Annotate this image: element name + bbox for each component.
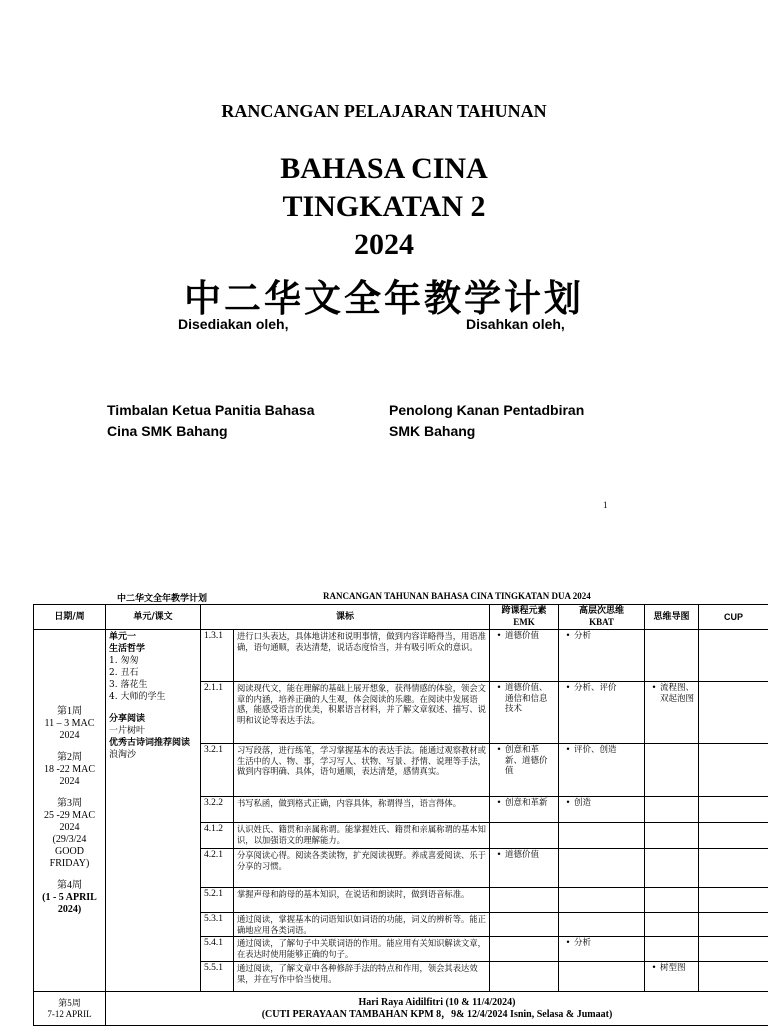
week-5-date: 7-12 APRIL xyxy=(37,1009,102,1020)
kbat-cell xyxy=(559,823,645,849)
emk-cell xyxy=(490,937,559,962)
shared-reading-text: 一片树叶 xyxy=(109,725,197,737)
standard-text: 阅读现代文，能在理解的基础上展开想象，获得情感的体验，领会文章的内涵，培养正确的人生观，体会阅读的乐趣。在阅读中发展语感，能感受语言的优美，积累语言材料，并了解文章叙述、描写、说明和议论等表达手法。 xyxy=(234,682,490,744)
prepared-by-role-line1: Timbalan Ketua Panitia Bahasa xyxy=(107,400,314,421)
col-kbat-cn: 高层次思维 xyxy=(561,606,642,617)
week5-row xyxy=(34,992,768,1026)
shared-reading-label: 分享阅读 xyxy=(109,713,197,725)
emk-cell-text: 创意和革新 xyxy=(505,798,548,809)
approved-by-role-line1: Penolong Kanan Pentadbiran xyxy=(389,400,584,421)
col-unit: 单元/课文 xyxy=(106,605,201,630)
standard-code: 3.2.1 xyxy=(201,744,234,797)
table-row xyxy=(34,630,768,682)
standard-code: 1.3.1 xyxy=(201,630,234,682)
kbat-cell-text: 分析 xyxy=(574,631,591,642)
standard-code: 5.4.1 xyxy=(201,937,234,962)
kbat-cell xyxy=(559,849,645,888)
col-standard: 课标 xyxy=(201,605,490,630)
yearly-plan-table xyxy=(33,604,768,1026)
cover-chinese-title: 中二华文全年教学计划 xyxy=(0,268,768,322)
standard-code: 5.2.1 xyxy=(201,888,234,913)
holiday-line2: (CUTI PERAYAAN TAMBAHAN KPM 8，9& 12/4/2024 Isnin, Selasa & Jumaat) xyxy=(109,1009,765,1021)
cover-title-line1: BAHASA CINA xyxy=(0,150,768,188)
lesson-1: 1. 匆匆 xyxy=(109,655,197,667)
approved-by-label: Disahkan oleh, xyxy=(466,314,565,335)
emk-cell: • 道德价值、通信和信息技术 xyxy=(490,682,559,744)
standard-text: 进行口头表达，具体地讲述和说明事情，做到内容详略得当，用语准确，语句通顺，表达清楚，说话态度恰当，并有吸引听众的意识。 xyxy=(234,630,490,682)
prepared-by-role-line2: Cina SMK Bahang xyxy=(107,421,314,442)
standard-text: 分享阅读心得。阅读各类读物，扩充阅读视野。养成喜爱阅读、乐于分享的习惯。 xyxy=(234,849,490,888)
cup-cell xyxy=(699,744,768,797)
thinking-map-cell xyxy=(645,937,699,962)
col-emk-en: EMK xyxy=(492,617,556,628)
page-number: 1 xyxy=(603,500,608,510)
thinking-map-cell xyxy=(645,849,699,888)
kbat-cell xyxy=(559,913,645,937)
cup-cell xyxy=(699,888,768,913)
approved-by-role-line2: SMK Bahang xyxy=(389,421,584,442)
cup-cell xyxy=(699,630,768,682)
week-5: 第5周 xyxy=(37,998,102,1009)
standard-text: 书写私函，做到格式正确，内容具体，称谓得当，语言得体。 xyxy=(234,797,490,823)
standard-text: 通过阅读，掌握基本的词语知识如词语的功能，词义的辨析等。能正确地应用各类词语。 xyxy=(234,913,490,937)
table-header-row xyxy=(34,605,768,630)
week-3-note: (29/3/24 GOOD FRIDAY) xyxy=(37,834,102,870)
standard-code: 4.2.1 xyxy=(201,849,234,888)
cup-cell xyxy=(699,682,768,744)
emk-cell: • 道德价值 xyxy=(490,849,559,888)
col-kbat xyxy=(559,605,645,630)
emk-cell-text: 道德价值、通信和信息技术 xyxy=(505,683,555,715)
kbat-cell: • 分析 xyxy=(559,937,645,962)
kbat-cell xyxy=(559,962,645,992)
plan-header-title: RANCANGAN TAHUNAN BAHASA CINA TINGKATAN DUA 2024 xyxy=(323,591,591,601)
emk-cell xyxy=(490,888,559,913)
thinking-map-cell xyxy=(645,797,699,823)
col-emk-cn: 跨课程元素 xyxy=(492,606,556,617)
kbat-cell-text: 分析 xyxy=(574,938,591,949)
week-2-date: 18 -22 MAC 2024 xyxy=(37,764,102,788)
unit-theme: 生活哲学 xyxy=(109,643,197,655)
thinking-map-cell-text: 树型图 xyxy=(660,963,686,974)
standard-text: 通过阅读，了解句子中关联词语的作用。能应用有关知识解读文章，在表达时使用能够正确的句子。 xyxy=(234,937,490,962)
col-week: 日期/周 xyxy=(34,605,106,630)
thinking-map-cell: • 流程图、双起泡图 xyxy=(645,682,699,744)
thinking-map-cell xyxy=(645,823,699,849)
cup-cell xyxy=(699,962,768,992)
cup-cell xyxy=(699,913,768,937)
kbat-cell: • 创造 xyxy=(559,797,645,823)
emk-cell xyxy=(490,823,559,849)
holiday-cell xyxy=(106,992,768,1026)
prepared-by-role xyxy=(107,400,314,442)
standard-text: 认识姓氏、籍贯和亲属称谓。能掌握姓氏、籍贯和亲属称谓的基本知识，以加强语文的理解能力。 xyxy=(234,823,490,849)
unit-cell xyxy=(106,630,201,992)
lesson-3: 3. 落花生 xyxy=(109,679,197,691)
cup-cell xyxy=(699,797,768,823)
week-3: 第3周 xyxy=(37,798,102,810)
emk-cell-text: 道德价值 xyxy=(505,850,539,861)
col-kbat-en: KBAT xyxy=(561,617,642,628)
week-4-date: (1 - 5 APRIL 2024) xyxy=(37,892,102,916)
weeks-cell xyxy=(34,630,106,992)
cup-cell xyxy=(699,823,768,849)
standard-code: 5.3.1 xyxy=(201,913,234,937)
standard-code: 5.5.1 xyxy=(201,962,234,992)
lesson-4: 4. 大师的学生 xyxy=(109,691,197,703)
plan-header-chinese: 中二华文全年教学计划 xyxy=(117,591,207,604)
week-1: 第1周 xyxy=(37,706,102,718)
emk-cell: • 创意和革新、道德价值 xyxy=(490,744,559,797)
week-3-date: 25 -29 MAC 2024 xyxy=(37,810,102,834)
col-thinking-map: 思维导图 xyxy=(645,605,699,630)
emk-cell: • 道德价值 xyxy=(490,630,559,682)
emk-cell xyxy=(490,962,559,992)
unit-title: 单元一 xyxy=(109,631,197,643)
week-1-date: 11 – 3 MAC 2024 xyxy=(37,718,102,742)
cover-title-line3: 2024 xyxy=(0,226,768,264)
kbat-cell xyxy=(559,888,645,913)
emk-cell-text: 道德价值 xyxy=(505,631,539,642)
kbat-cell: • 分析 xyxy=(559,630,645,682)
poetry-text: 浪淘沙 xyxy=(109,749,197,761)
poetry-label: 优秀古诗词推荐阅读 xyxy=(109,737,197,749)
week-4: 第4周 xyxy=(37,880,102,892)
kbat-cell: • 分析、评价 xyxy=(559,682,645,744)
week-5-cell xyxy=(34,992,106,1026)
thinking-map-cell xyxy=(645,630,699,682)
standard-code: 2.1.1 xyxy=(201,682,234,744)
kbat-cell: • 评价、创造 xyxy=(559,744,645,797)
approved-by-role xyxy=(389,400,584,442)
standard-text: 通过阅读，了解文章中各种修辞手法的特点和作用，领会其表达效果，并在写作中恰当使用。 xyxy=(234,962,490,992)
col-cup: CUP xyxy=(699,605,768,630)
thinking-map-cell-text: 流程图、双起泡图 xyxy=(660,683,695,704)
thinking-map-cell: • 树型图 xyxy=(645,962,699,992)
kbat-cell-text: 评价、创造 xyxy=(574,745,617,756)
kbat-cell-text: 创造 xyxy=(574,798,591,809)
thinking-map-cell xyxy=(645,888,699,913)
standard-code: 4.1.2 xyxy=(201,823,234,849)
thinking-map-cell xyxy=(645,744,699,797)
kbat-cell-text: 分析、评价 xyxy=(574,683,617,694)
week-2: 第2周 xyxy=(37,752,102,764)
standard-text: 习写段落，进行练笔，学习掌握基本的表达手法。能通过观察教材或生活中的人、物、事，学习写人、状物、写景、抒情、说理等手法，做到内容明确、具体，语句通顺，表达清楚，感情真实。 xyxy=(234,744,490,797)
holiday-line1: Hari Raya Aidilfitri (10 & 11/4/2024) xyxy=(109,997,765,1009)
emk-cell-text: 创意和革新、道德价值 xyxy=(505,745,555,777)
cup-cell xyxy=(699,849,768,888)
lesson-2: 2. 丑石 xyxy=(109,667,197,679)
standard-code: 3.2.2 xyxy=(201,797,234,823)
cover-subtitle: RANCANGAN PELAJARAN TAHUNAN xyxy=(0,101,768,122)
col-emk xyxy=(490,605,559,630)
thinking-map-cell xyxy=(645,913,699,937)
cup-cell xyxy=(699,937,768,962)
prepared-by-label: Disediakan oleh, xyxy=(178,314,288,335)
standard-text: 掌握声母和韵母的基本知识，在说话和朗读时，做到语音标准。 xyxy=(234,888,490,913)
cover-title-line2: TINGKATAN 2 xyxy=(0,188,768,226)
emk-cell xyxy=(490,913,559,937)
emk-cell: • 创意和革新 xyxy=(490,797,559,823)
